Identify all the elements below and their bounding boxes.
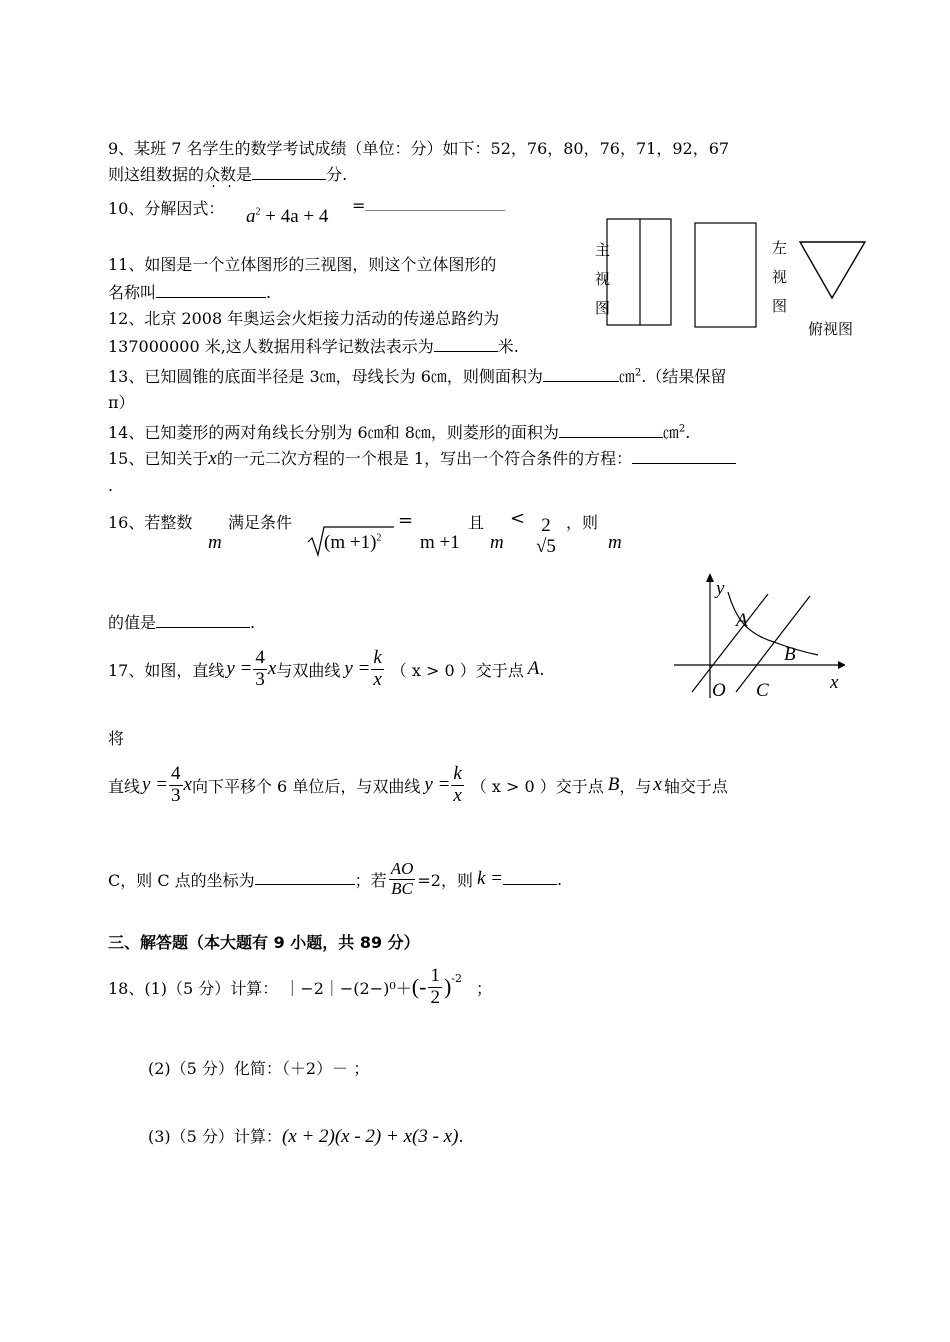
q16-var-m1: m (208, 532, 222, 553)
q17-l3-y2: y = (424, 774, 451, 796)
front-view-label (586, 242, 611, 340)
q10-expr-rest: + 4a + 4 (260, 206, 329, 227)
q17-l4-k: k = (476, 868, 503, 890)
q18-p1-paren: (- (411, 974, 427, 1000)
x-axis-arrow (838, 661, 845, 669)
q14-line (108, 420, 690, 443)
q16-pre: 16、若整数 (108, 513, 193, 532)
q16-and: 且 (468, 513, 485, 532)
q18-p1-end: ； (475, 978, 492, 998)
section3-title: 三、解答题（本大题有 9 小题，共 89 分） (108, 933, 420, 952)
q10-eq-sign: = (352, 196, 366, 215)
q15-line2: . (108, 476, 114, 495)
q18-p3-pre: (3)（5 分）计算： (148, 1127, 282, 1146)
q17-l3-frac1-den: 3 (171, 784, 181, 806)
q10-answer-blank[interactable] (365, 210, 505, 211)
top-view-label: 俯视图 (808, 320, 854, 338)
q14-answer-blank[interactable] (559, 437, 663, 438)
q15-post: 的一元二次方程的一个根是 1，写出一个符合条件的方程： (216, 449, 633, 468)
q18-p1-frac (428, 966, 442, 1009)
q10-label: 10、分解因式： (108, 199, 225, 218)
q12-answer-blank[interactable] (434, 351, 498, 352)
q17-l4-frac-den: BC (391, 878, 413, 898)
q17-l3-point-B: B (607, 774, 620, 796)
left-view-label-text: 左视图 (770, 240, 788, 327)
q17-line2: 将 (108, 729, 125, 748)
q17-l3-y1: y = (142, 774, 169, 796)
q16-lt: < (510, 508, 526, 529)
left-view-label (763, 240, 788, 338)
q17-cond: （ x > 0 ）交于点 (390, 660, 524, 680)
q17-l4-pre: C，则 C 点的坐标为 (108, 870, 255, 890)
q9-emphasis-2: 数 (220, 165, 237, 184)
q16-answer-blank[interactable] (156, 627, 250, 628)
line-through-origin (692, 594, 768, 692)
q16-line2-end: . (250, 613, 256, 632)
q18-p3-expr: (x + 2)(x - 2) + x(3 - x) (281, 1126, 459, 1147)
q16-line2-text: 的值是 (108, 613, 157, 632)
q17-line4 (108, 860, 562, 898)
q17-l3-mid: 向下平移个 6 单位后，与双曲线 (191, 776, 421, 796)
q18-p3-end: . (458, 1127, 464, 1146)
graph-label-C: C (756, 680, 769, 701)
q9-line2-pre: 则这组数据的 (108, 165, 205, 184)
q17-dot: . (539, 659, 545, 679)
front-view-drawing (606, 218, 672, 328)
q11-line2-end: . (266, 283, 272, 302)
graph-label-A: A (736, 610, 748, 631)
q12-line1: 12、北京 2008 年奥运会火炬接力活动的传递总路约为 (108, 309, 500, 328)
q9-line2-end: 分. (326, 165, 348, 184)
graph-label-O: O (712, 680, 726, 701)
q16-frac-den: √5 (536, 535, 556, 557)
q15-pre: 15、已知关于 (108, 449, 209, 468)
q11-line1: 11、如图是一个立体图形的三视图，则这个立体图形的 (108, 255, 497, 274)
q14-unit-sup: 2 (678, 423, 686, 435)
top-view-drawing (798, 240, 868, 302)
q17-frac1 (253, 648, 267, 691)
q18-part3 (148, 1124, 464, 1148)
q17-x1: x (267, 658, 277, 680)
q17-y2: y = (344, 658, 371, 680)
q18-p1-expr: ｜−2｜−(2−)⁰＋ (284, 978, 412, 998)
q9-line2-post: 是 (236, 165, 253, 184)
q13-line2: π） (108, 393, 135, 412)
q11-line2 (108, 280, 271, 303)
q18-p1-close: ) (443, 974, 452, 1000)
graph-label-y: y (716, 578, 725, 599)
q17-frac2 (371, 648, 383, 691)
q9-answer-blank[interactable] (252, 179, 326, 180)
q13-line1-text: 13、已知圆锥的底面半径是 3㎝，母线长为 6㎝，则侧面积为 (108, 367, 543, 386)
q13-tail: .（结果保留 (641, 367, 727, 386)
q17-l3-cond: （ x > 0 ）交于点 (470, 776, 604, 796)
q17-l3-frac1 (169, 764, 183, 807)
q10-expression (246, 206, 328, 228)
q11-answer-blank[interactable] (156, 297, 266, 298)
q17-mid: 与双曲线 (276, 660, 341, 680)
q18-p1-frac-num: 1 (430, 965, 440, 986)
q15-var-x: x (208, 448, 217, 469)
q13-unit: ㎝ (618, 367, 635, 386)
q9-line2 (108, 162, 347, 185)
graph-label-B: B (784, 644, 796, 665)
q16-sqrt-body (324, 532, 381, 554)
q17-l3-frac1-num: 4 (171, 763, 181, 784)
front-view-label-text: 主视图 (593, 242, 611, 329)
q17-frac2-den: x (373, 668, 382, 690)
q18-part1 (108, 966, 492, 1009)
q17-l3-frac2 (451, 764, 463, 807)
q15-line1 (108, 446, 736, 470)
q12-line2-text: 137000000 米,这人数据用科学记数法表示为 (108, 337, 434, 356)
q17-k-blank[interactable] (503, 884, 557, 885)
graph-label-x: x (830, 672, 839, 693)
q16-line2 (108, 610, 255, 633)
q9-line1: 9、某班 7 名学生的数学考试成绩（单位：分）如下：52，76，80，76，71，92，67 (108, 139, 730, 158)
q9-emphasis-1: 众 (204, 165, 221, 184)
q17-l3-var-x: x (653, 774, 662, 796)
q12-line2-end: 米. (497, 337, 519, 356)
q17-pre: 17、如图，直线 (108, 660, 225, 680)
q17-l3-x1: x (183, 774, 192, 796)
q16-then: ，则 (566, 513, 599, 532)
q18-p1-sup: -2 (451, 972, 462, 985)
q17-frac1-num: 4 (255, 647, 265, 668)
q16-sqrt-sup: 2 (376, 532, 382, 544)
q16-rhs: m +1 (420, 532, 460, 553)
q17-l3-pre: 直线 (108, 776, 141, 796)
q16-var-m3: m (608, 532, 622, 553)
q17-line1 (108, 648, 544, 691)
q17-c-coord-blank[interactable] (255, 884, 355, 885)
q17-l3-frac2-den: x (453, 784, 462, 806)
q17-frac1-den: 3 (255, 668, 265, 690)
q17-y1: y = (226, 658, 253, 680)
q14-text: 14、已知菱形的两对角线长分别为 6㎝和 8㎝，则菱形的面积为 (108, 423, 559, 442)
q17-l4-end: . (556, 869, 563, 889)
q17-l4-frac-num: AO (390, 859, 414, 878)
q13-unit-sup: 2 (634, 367, 642, 379)
q17-point-A: A (527, 658, 540, 680)
q18-p1-frac-den: 2 (430, 986, 440, 1008)
q17-l4-frac (389, 860, 416, 898)
q16-cond: 满足条件 (228, 513, 293, 532)
q17-l4-eq: =2，则 (417, 870, 473, 890)
q11-line2-text: 名称叫 (108, 283, 157, 302)
q17-line3 (108, 764, 728, 807)
q12-line2 (108, 334, 519, 357)
q17-l3-frac2-num: k (453, 763, 462, 784)
q10-eq (352, 196, 505, 215)
q14-end: . (685, 423, 691, 442)
q16-var-m2: m (490, 532, 504, 553)
q16-sqrt-body-text: (m +1) (324, 532, 377, 553)
q15-answer-blank[interactable] (632, 463, 736, 464)
q18-p1-pre: 18、(1)（5 分）计算： (108, 978, 279, 998)
q14-unit: ㎝ (662, 423, 679, 442)
y-axis-arrow (706, 573, 714, 582)
q17-l4-semi: ；若 (354, 870, 387, 890)
q16-fraction (534, 516, 558, 558)
q17-l3-comma: ，与 (619, 776, 652, 796)
q17-l3-end: 轴交于点 (663, 776, 728, 796)
q13-line1 (108, 364, 726, 387)
q13-answer-blank[interactable] (543, 381, 619, 382)
q18-part2: (2)（5 分）化简：（＋2）－ ； (148, 1059, 370, 1078)
left-view-drawing (694, 222, 758, 330)
q17-frac2-num: k (373, 647, 382, 668)
q10-var-a: a (246, 206, 256, 227)
q16-eq: = (398, 510, 414, 531)
q10-exp: 2 (255, 206, 261, 218)
q16-frac-num: 2 (541, 515, 551, 536)
